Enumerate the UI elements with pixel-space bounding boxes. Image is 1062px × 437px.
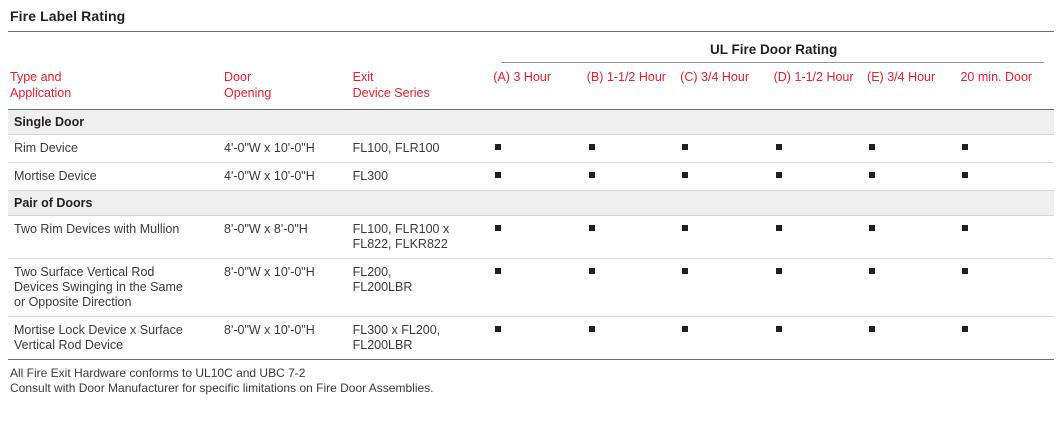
column-header-type: [8, 63, 224, 110]
footnote-line-1: All Fire Exit Hardware conforms to UL10C and UBC 7-2: [10, 366, 306, 380]
rating-header-a-code: (A): [493, 70, 510, 84]
section-label-single-door: Single Door: [8, 110, 1054, 135]
mark-square-icon: [962, 144, 968, 150]
rating-mark-20min: [960, 216, 1054, 259]
mark-square-icon: [682, 326, 688, 332]
rating-mark-d: [774, 163, 867, 191]
rating-mark-c: [680, 317, 773, 360]
rating-mark-b: [587, 135, 680, 163]
rating-header-d-code: (D): [773, 70, 791, 84]
rating-mark-b: [587, 163, 680, 191]
column-header-row: [8, 63, 1054, 110]
section-label-pair-of-doors: Pair of Doors: [8, 191, 1054, 216]
rating-header-20min-code: 20: [960, 70, 975, 84]
table-head: [8, 32, 1054, 110]
row-exit-device-series: FL300: [353, 163, 494, 191]
mark-square-icon: [682, 144, 688, 150]
rating-header-d-line3: Hour: [826, 70, 854, 84]
rating-header-d: [774, 63, 867, 110]
rating-mark-c: [680, 163, 773, 191]
rating-header-a-line2: 3: [513, 70, 521, 84]
table-body: [8, 110, 1054, 360]
rating-mark-a: [493, 259, 586, 317]
mark-square-icon: [589, 326, 595, 332]
rating-header-e: [867, 63, 960, 110]
group-header-row: [8, 32, 1054, 63]
rating-header-c-line3: Hour: [721, 70, 749, 84]
rating-header-b-line3: Hour: [638, 70, 666, 84]
rating-mark-e: [867, 216, 960, 259]
mark-square-icon: [869, 172, 875, 178]
rating-header-b-code: (B): [586, 70, 604, 84]
rating-header-c-line2: 3/4: [701, 70, 719, 84]
column-header-exit-device-series: [353, 63, 494, 110]
table-row: [8, 317, 1054, 360]
fire-label-rating-table: [8, 32, 1054, 360]
rating-mark-20min: [960, 317, 1054, 360]
row-door-opening: 4'-0"W x 10'-0"H: [224, 135, 353, 163]
rating-mark-a: [493, 163, 586, 191]
row-exit-device-series: FL100, FLR100 x FL822, FLKR822: [353, 216, 494, 259]
rating-mark-a: [493, 216, 586, 259]
rating-mark-d: [774, 216, 867, 259]
rating-mark-c: [680, 216, 773, 259]
table-row: [8, 135, 1054, 163]
rating-mark-c: [680, 259, 773, 317]
mark-square-icon: [869, 268, 875, 274]
rating-header-c-code: (C): [680, 70, 698, 84]
mark-square-icon: [682, 225, 688, 231]
row-type: Rim Device: [8, 135, 224, 163]
table-row: [8, 216, 1054, 259]
column-header-exit-line1: Exit: [352, 70, 374, 84]
column-header-door-opening: [224, 63, 353, 110]
mark-square-icon: [589, 225, 595, 231]
row-type: Two Surface Vertical Rod Devices Swinging in the Same or Opposite Direction: [8, 259, 224, 317]
rating-mark-20min: [960, 135, 1054, 163]
mark-square-icon: [869, 144, 875, 150]
rating-mark-a: [493, 317, 586, 360]
column-header-exit-line2: Device Series: [352, 86, 430, 100]
ul-fire-door-rating-header: [493, 32, 1054, 63]
rating-header-b-line2: 1-1/2: [606, 70, 636, 84]
rating-header-20min-line3: Door: [1004, 70, 1033, 84]
rating-mark-d: [774, 317, 867, 360]
column-header-door-opening-line1: Door: [224, 70, 252, 84]
section-row: [8, 110, 1054, 135]
footnote-line-2: Consult with Door Manufacturer for specific limitations on Fire Door Assemblies.: [10, 381, 434, 395]
rating-mark-e: [867, 317, 960, 360]
mark-square-icon: [589, 144, 595, 150]
mark-square-icon: [495, 326, 501, 332]
mark-square-icon: [776, 144, 782, 150]
rating-header-c: [680, 63, 773, 110]
table-row: [8, 163, 1054, 191]
column-header-type-line1: Type and: [10, 70, 62, 84]
rating-header-e-line2: 3/4: [887, 70, 905, 84]
mark-square-icon: [776, 326, 782, 332]
ul-fire-door-rating-label: UL Fire Door Rating: [710, 42, 838, 57]
rating-mark-e: [867, 259, 960, 317]
rating-header-d-line2: 1-1/2: [794, 70, 823, 84]
rating-header-20min: [960, 63, 1054, 110]
mark-square-icon: [962, 225, 968, 231]
row-exit-device-series: FL300 x FL200, FL200LBR: [353, 317, 494, 360]
mark-square-icon: [682, 172, 688, 178]
rating-mark-b: [587, 317, 680, 360]
section-row: [8, 191, 1054, 216]
row-door-opening: 4'-0"W x 10'-0"H: [224, 163, 353, 191]
column-header-door-opening-line2: Opening: [224, 86, 272, 100]
mark-square-icon: [495, 144, 501, 150]
rating-mark-20min: [960, 259, 1054, 317]
mark-square-icon: [589, 172, 595, 178]
rating-mark-d: [774, 135, 867, 163]
rating-header-a: [493, 63, 586, 110]
rating-header-e-code: (E): [867, 70, 884, 84]
rating-header-e-line3: Hour: [908, 70, 936, 84]
rating-mark-20min: [960, 163, 1054, 191]
mark-square-icon: [776, 268, 782, 274]
mark-square-icon: [776, 172, 782, 178]
mark-square-icon: [495, 225, 501, 231]
row-door-opening: 8'-0"W x 10'-0"H: [224, 317, 353, 360]
column-header-type-line2: Application: [10, 86, 72, 100]
mark-square-icon: [589, 268, 595, 274]
row-type: Mortise Device: [8, 163, 224, 191]
rating-mark-a: [493, 135, 586, 163]
rating-header-20min-line2: min.: [977, 70, 1002, 84]
row-exit-device-series: FL100, FLR100: [353, 135, 494, 163]
rating-mark-e: [867, 135, 960, 163]
rating-header-b: [587, 63, 680, 110]
mark-square-icon: [869, 225, 875, 231]
row-exit-device-series: FL200, FL200LBR: [353, 259, 494, 317]
rating-mark-e: [867, 163, 960, 191]
rating-mark-b: [587, 259, 680, 317]
ul-header-underline: [501, 62, 1044, 63]
row-door-opening: 8'-0"W x 8'-0"H: [224, 216, 353, 259]
mark-square-icon: [962, 268, 968, 274]
rating-header-a-line3: Hour: [523, 70, 551, 84]
footnotes: [8, 360, 1054, 396]
rating-mark-b: [587, 216, 680, 259]
row-door-opening: 8'-0"W x 10'-0"H: [224, 259, 353, 317]
mark-square-icon: [495, 268, 501, 274]
rating-mark-d: [774, 259, 867, 317]
row-type: Mortise Lock Device x Surface Vertical Rod Device: [8, 317, 224, 360]
mark-square-icon: [776, 225, 782, 231]
mark-square-icon: [869, 326, 875, 332]
group-header-spacer: [8, 32, 493, 63]
row-type: Two Rim Devices with Mullion: [8, 216, 224, 259]
mark-square-icon: [962, 326, 968, 332]
mark-square-icon: [495, 172, 501, 178]
page-title: Fire Label Rating: [10, 8, 126, 24]
rating-mark-c: [680, 135, 773, 163]
table-row: [8, 259, 1054, 317]
mark-square-icon: [682, 268, 688, 274]
mark-square-icon: [962, 172, 968, 178]
